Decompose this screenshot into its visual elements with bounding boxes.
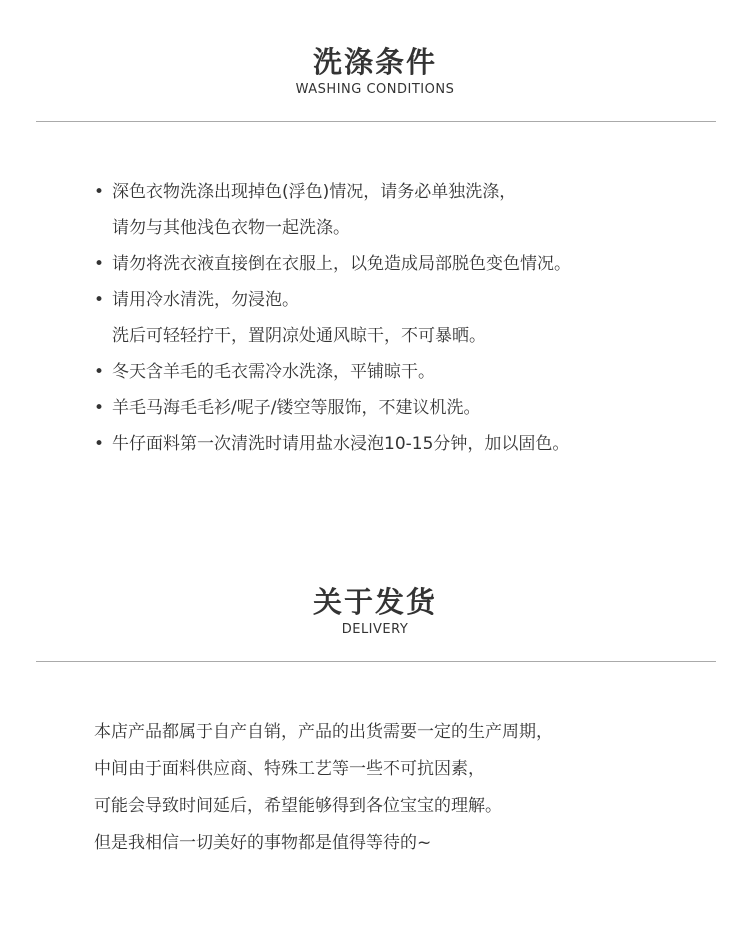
washing-line-text: 洗后可轻轻拧干，置阴凉处通风晾干，不可暴晒。 [112, 326, 486, 346]
washing-line-text: 牛仔面料第一次清洗时请用盐水浸泡10-15分钟，加以固色。 [112, 434, 570, 454]
delivery-divider [36, 661, 716, 662]
bullet-icon: • [94, 290, 105, 310]
washing-line-text: 深色衣物洗涤出现掉色(浮色)情况，请务必单独洗涤， [112, 182, 517, 202]
delivery-subtitle: DELIVERY [341, 622, 409, 637]
delivery-paragraph [94, 718, 553, 866]
delivery-line-1: 本店产品都属于自产自销，产品的出货需要一定的生产周期， [94, 722, 553, 742]
washing-divider [36, 121, 716, 122]
bullet-icon: • [94, 434, 105, 454]
delivery-title: 关于发货 [312, 585, 437, 619]
washing-subtitle: WASHING CONDITIONS [295, 82, 455, 97]
washing-line-text: 羊毛马海毛毛衫/呢子/镂空等服饰，不建议机洗。 [112, 398, 481, 418]
delivery-line-3: 可能会导致时间延后，希望能够得到各位宝宝的理解。 [94, 796, 502, 816]
delivery-line-4: 但是我相信一切美好的事物都是值得等待的~ [94, 833, 432, 853]
delivery-line-2: 中间由于面料供应商、特殊工艺等一些不可抗因素， [94, 759, 485, 779]
bullet-icon: • [94, 362, 105, 382]
washing-line-text: 请勿与其他浅色衣物一起洗涤。 [112, 218, 350, 238]
washing-line-text: 请勿将洗衣液直接倒在衣服上，以免造成局部脱色变色情况。 [112, 254, 571, 274]
washing-line-text: 请用冷水清洗，勿浸泡。 [112, 290, 299, 310]
washing-title: 洗涤条件 [312, 45, 437, 79]
bullet-icon: • [94, 182, 105, 202]
washing-line-text: 冬天含羊毛的毛衣需冷水洗涤，平铺晾干。 [112, 362, 435, 382]
bullet-icon: • [94, 254, 105, 274]
bullet-icon: • [94, 398, 105, 418]
